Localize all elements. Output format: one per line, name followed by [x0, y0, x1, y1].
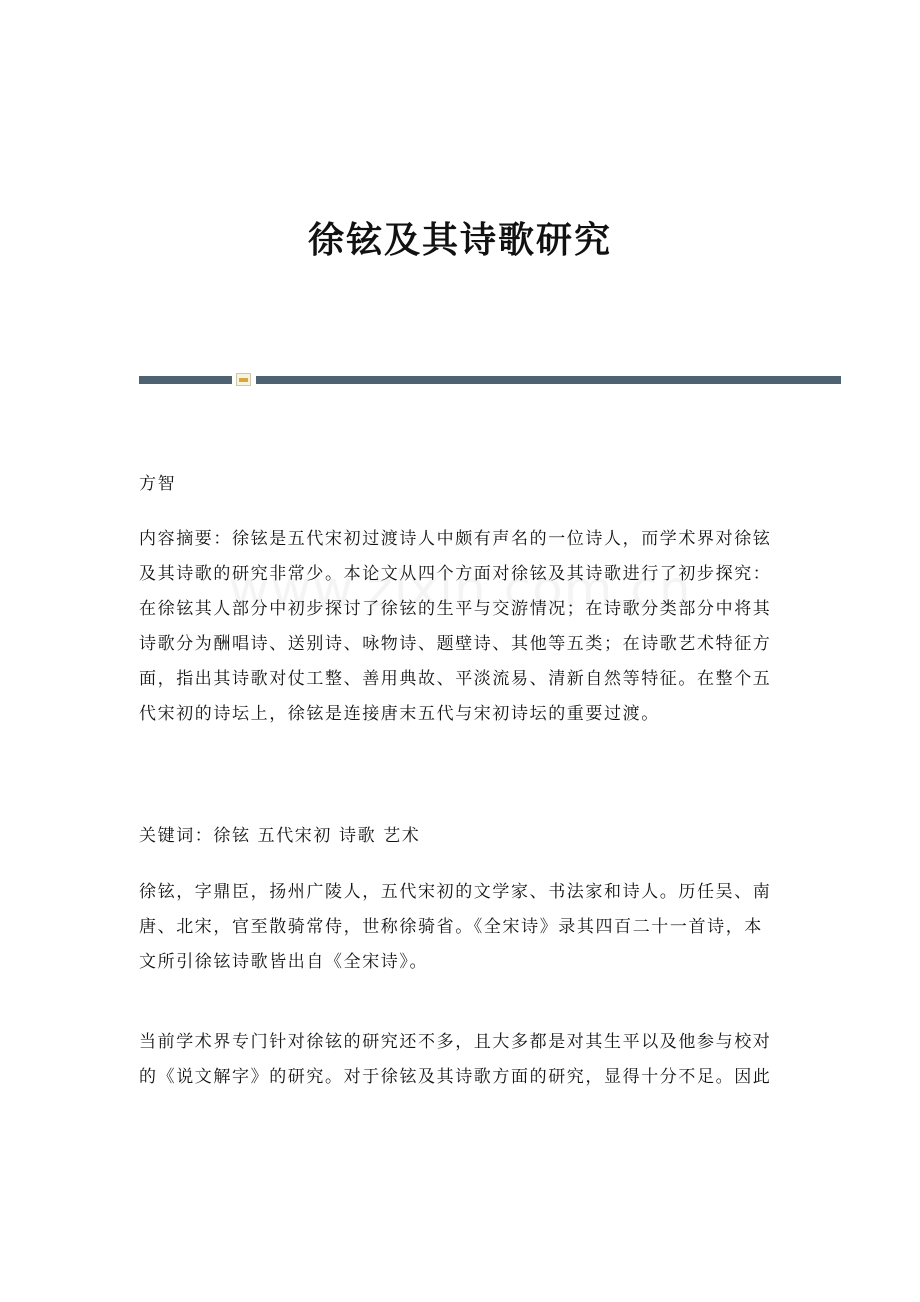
title-divider [139, 373, 841, 387]
divider-emblem-icon [236, 373, 251, 386]
body-paragraph-2: 当前学术界专门针对徐铉的研究还不多，且大多都是对其生平以及他参与校对的《说文解字》的研究。对于徐铉及其诗歌方面的研究，显得十分不足。因此 [139, 1032, 772, 1087]
divider-bar-left [139, 376, 232, 384]
keywords-line: 关键词：徐铉 五代宋初 诗歌 艺术 [139, 826, 421, 846]
body-paragraph-1: 徐铉，字鼎臣，扬州广陵人，五代宋初的文学家、书法家和诗人。历任吴、南唐、北宋，官至散骑常侍，世称徐骑省。《全宋诗》录其四百二十一首诗，本文所引徐铉诗歌皆出自《全宋诗》。 [139, 882, 772, 972]
abstract-paragraph: 内容摘要：徐铉是五代宋初过渡诗人中颇有声名的一位诗人，而学术界对徐铉及其诗歌的研究非常少。本论文从四个方面对徐铉及其诗歌进行了初步探究：在徐铉其人部分中初步探讨了徐铉的生平与交游情况；在诗歌分类部分中将其诗歌分为酬唱诗、送别诗、咏物诗、题壁诗、其他等五类；在诗歌艺术特征方面，指出其诗歌对仗工整、善用典故、平淡流易、清新自然等特征。在整个五代宋初的诗坛上，徐铉是连接唐末五代与宋初诗坛的重要过渡。 [139, 529, 772, 724]
document-title: 徐铉及其诗歌研究 [307, 219, 612, 261]
author-name: 方智 [139, 474, 177, 494]
divider-bar-right [256, 376, 841, 384]
